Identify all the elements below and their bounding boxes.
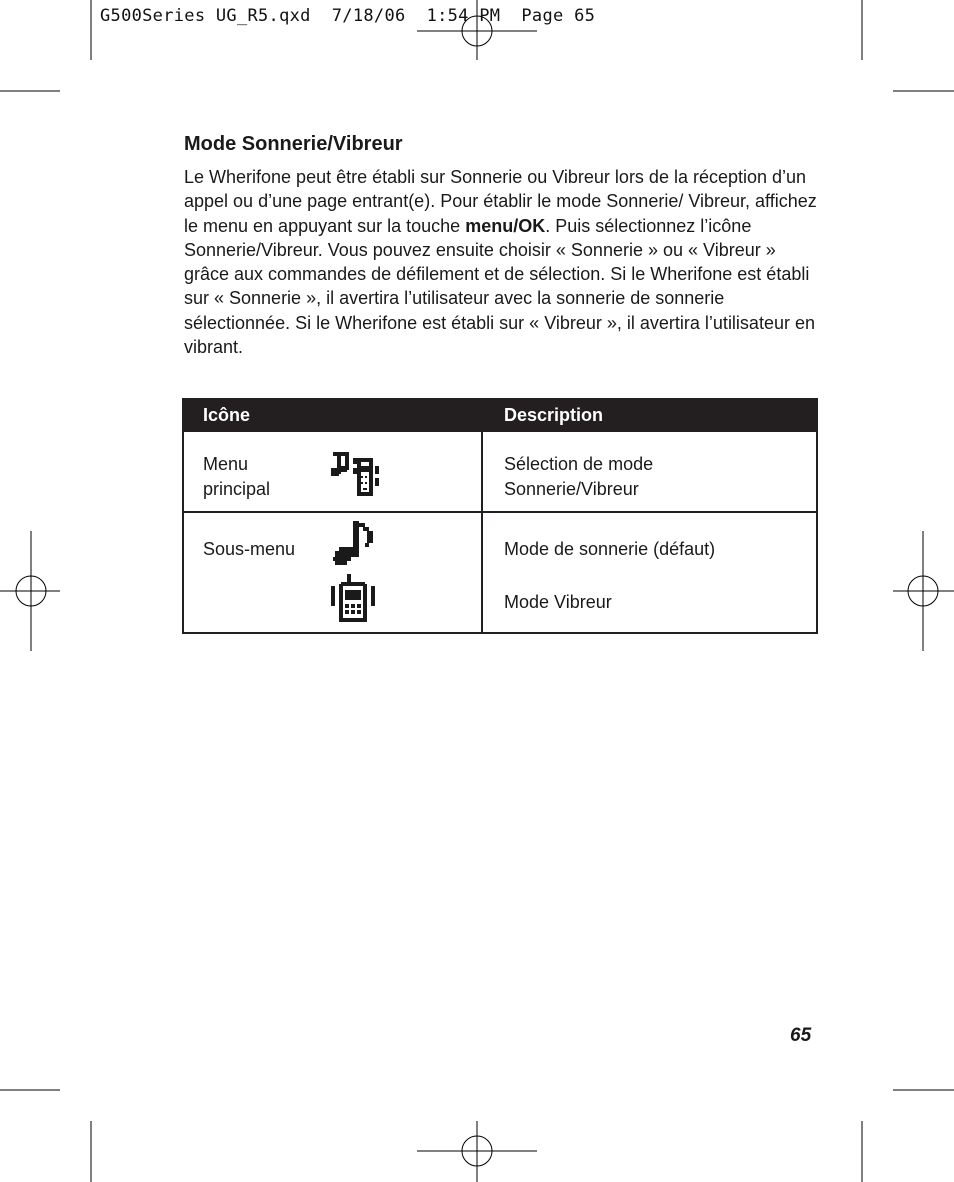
section-paragraph [184,165,824,359]
header-description: Description [504,405,604,425]
row-menu-description [504,452,653,502]
row-submenu-label: Sous-menu [203,539,296,559]
music-note-icon [331,521,375,567]
menu-ok-key-label: menu/OK [465,215,546,236]
row-menu-label-line1: Menu [203,454,249,474]
print-slug: G500Series UG_R5.qxd 7/18/06 1:54 PM Page 65 [100,6,596,26]
row-menu-label [203,452,270,502]
paragraph-text-2: . Puis sélectionnez l’icône Sonnerie/Vibreur. Vous pouvez ensuite choisir « Sonnerie » ou « Vibreur » grâce aux commandes de défilement et de sélection. Si le Wherifone est établi sur « Sonnerie », il avertira l’utilisateur avec la sonnerie de sonnerie sélectionnée. Si le Wherifone est établi sur « Vibreur », il avertira l’utilisateur en vibrant. [184,215,815,358]
table-borders [182,398,818,634]
row-vibrate-mode-description: Mode Vibreur [504,592,612,612]
ring-vibrate-menu-icon [331,450,381,496]
table-header [182,398,818,432]
row-ring-mode-description: Mode de sonnerie (défaut) [504,539,716,559]
vibrate-phone-icon [331,574,375,622]
section-title: Mode Sonnerie/Vibreur [184,133,403,155]
row-menu-label-line2: principal [203,479,271,499]
header-icon: Icône [203,405,251,425]
icon-table [182,398,818,634]
row-menu-desc-line2: Sonnerie/Vibreur [504,479,639,499]
row-menu-desc-line1: Sélection de mode [504,454,654,474]
paragraph-text-1: Le Wherifone peut être établi sur Sonnerie ou Vibreur lors de la réception d’un appel ou d’une page entrant(e). Pour établir le mode Sonnerie/ Vibreur, affichez le menu en appuyant sur la touche [184,167,817,236]
page-number: 65 [790,1025,812,1046]
